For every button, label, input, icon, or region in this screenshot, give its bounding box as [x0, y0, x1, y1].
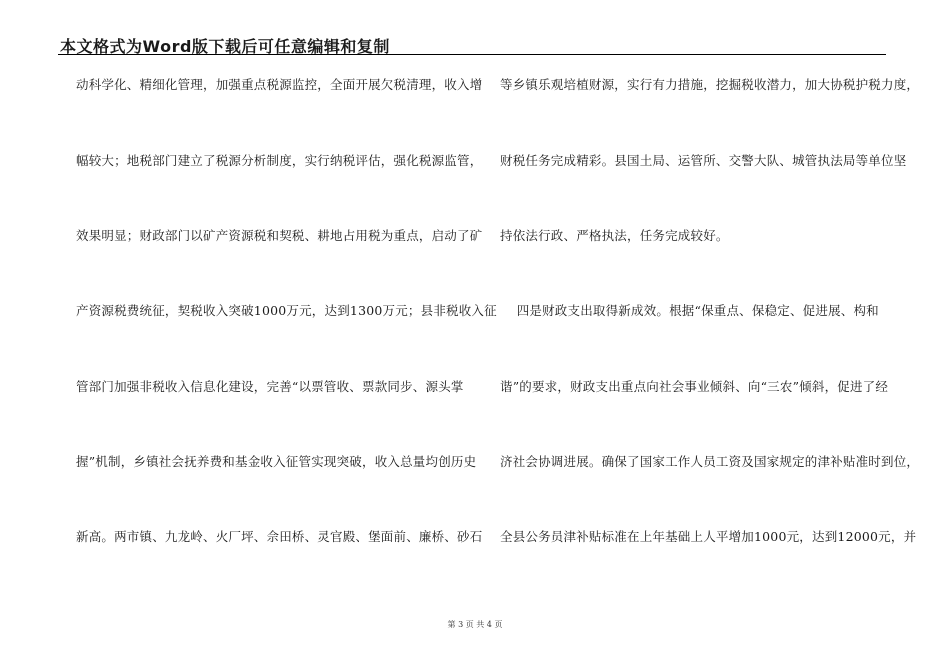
text-line: 财税任务完成精彩。县国土局、运管所、交警大队、城管执法局等单位坚: [500, 153, 907, 168]
text-line: 谐”的要求，财政支出重点向社会事业倾斜、向“三农”倾斜，促进了经: [500, 379, 889, 394]
text-line: 等乡镇乐观培植财源，实行有力措施，挖掘税收潜力，加大协税护税力度，: [500, 77, 920, 92]
text-line: 幅较大；地税部门建立了税源分析制度，实行纳税评估，强化税源监管，: [76, 153, 483, 168]
text-line: 动科学化、精细化管理，加强重点税源监控，全面开展欠税清理，收入增: [76, 77, 483, 92]
page-number-footer: 第 3 页 共 4 页: [447, 620, 503, 629]
text-line: 产资源税费统征，契税收入突破1000万元，达到1300万元；县非税收入征: [76, 303, 497, 318]
text-line: 管部门加强非税收入信息化建设，完善“以票管收、票款同步、源头掌: [76, 379, 464, 394]
text-line: 全县公务员津补贴标准在上年基础上人平增加1000元，达到12000元，并: [500, 529, 917, 544]
left-text-column: [76, 0, 497, 672]
text-line: 济社会协调进展。确保了国家工作人员工资及国家规定的津补贴准时到位，: [500, 454, 920, 469]
text-line: 效果明显；财政部门以矿产资源税和契税、耕地占用税为重点，启动了矿: [76, 228, 483, 243]
text-line: 四是财政支出取得新成效。根据“保重点、保稳定、促进展、构和: [500, 303, 879, 318]
text-line: 握”机制，乡镇社会抚养费和基金收入征管实现突破，收入总量均创历史: [76, 454, 477, 469]
text-line: 新高。两市镇、九龙岭、火厂坪、佘田桥、灵官殿、堡面前、廉桥、砂石: [76, 529, 483, 544]
right-text-column: [500, 0, 920, 672]
page-header-title: 本文格式为Word版下载后可任意编辑和复制: [60, 37, 390, 56]
text-line: 持依法行政、严格执法，任务完成较好。: [500, 228, 729, 243]
